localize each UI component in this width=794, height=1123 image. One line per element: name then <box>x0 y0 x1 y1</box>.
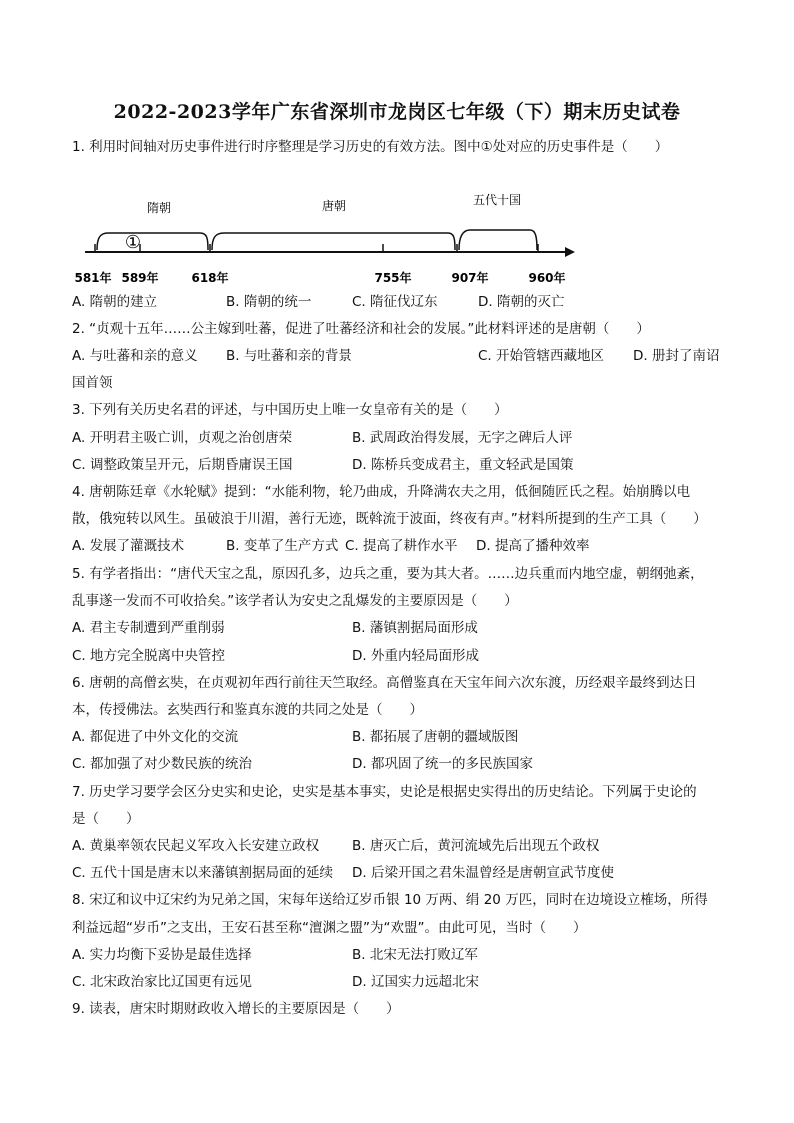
q5-option-d[interactable]: D. 外重内轻局面形成 <box>352 648 479 664</box>
q6-option-c[interactable]: C. 都加强了对少数民族的统治 <box>72 756 253 772</box>
question-7-stem-line1: 7. 历史学习要学会区分史实和史论，史实是基本事实，史论是根据史实得出的历史结论。下列属于史论的 <box>72 784 697 800</box>
timeline-arrow-icon <box>565 247 575 257</box>
q2-option-b[interactable]: B. 与吐蕃和亲的背景 <box>226 348 352 364</box>
exam-title: 2022-2023学年广东省深圳市龙岗区七年级（下）期末历史试卷 <box>113 101 681 123</box>
q1-option-d[interactable]: D. 隋朝的灭亡 <box>478 294 565 310</box>
q5-option-b[interactable]: B. 藩镇割据局面形成 <box>352 620 478 636</box>
question-8-stem-line1: 8. 宋辽和议中辽宋约为兄弟之国，宋每年送给辽岁币银 10 万两、绢 20 万匹，同时在边境设立榷场，所得 <box>72 892 708 908</box>
period-label-tang: 唐朝 <box>321 199 347 213</box>
q2-option-a[interactable]: A. 与吐蕃和亲的意义 <box>72 348 198 364</box>
q4-option-a[interactable]: A. 发展了灌溉技术 <box>72 538 185 554</box>
bracket-sui <box>97 233 208 250</box>
q7-option-a[interactable]: A. 黄巢率领农民起义军攻入长安建立政权 <box>72 838 320 854</box>
tick-label: 907年 <box>451 271 489 285</box>
q6-option-a[interactable]: A. 都促进了中外文化的交流 <box>72 729 239 745</box>
question-3-stem: 3. 下列有关历史名君的评述，与中国历史上唯一女皇帝有关的是（ ） <box>72 402 508 418</box>
q4-option-c[interactable]: C. 提高了耕作水平 <box>345 538 458 554</box>
bracket-five-dynasties <box>459 230 537 250</box>
q4-option-b[interactable]: B. 变革了生产方式 <box>226 538 339 554</box>
question-6-stem-line2: 本，传授佛法。玄奘西行和鉴真东渡的共同之处是（ ） <box>72 702 423 718</box>
q6-option-b[interactable]: B. 都拓展了唐朝的疆域版图 <box>352 729 519 745</box>
tick-label: 589年 <box>121 271 159 285</box>
q7-option-c[interactable]: C. 五代十国是唐末以来藩镇割据局面的延续 <box>72 865 334 881</box>
q3-option-c[interactable]: C. 调整政策呈开元，后期昏庸误王国 <box>72 457 293 473</box>
question-8-stem-line2: 利益远超“岁币”之支出，王安石甚至称“澶渊之盟”为“欢盟”。由此可见，当时（ ） <box>72 920 587 936</box>
question-5-stem-line2: 乱事遂一发而不可收拾矣。”该学者认为安史之乱爆发的主要原因是（ ） <box>72 593 518 609</box>
question-7-stem-line2: 是（ ） <box>72 811 140 827</box>
bracket-tang <box>212 233 455 250</box>
q1-option-c[interactable]: C. 隋征伐辽东 <box>352 294 438 310</box>
q7-option-b[interactable]: B. 唐灭亡后，黄河流域先后出现五个政权 <box>352 838 600 854</box>
q8-option-b[interactable]: B. 北宋无法打败辽军 <box>352 947 478 963</box>
tick-label: 581年 <box>74 271 112 285</box>
q2-option-d[interactable]: D. 册封了南诏 <box>633 348 720 364</box>
q5-option-a[interactable]: A. 君主专制遭到严重削弱 <box>72 620 225 636</box>
q5-option-c[interactable]: C. 地方完全脱离中央管控 <box>72 648 226 664</box>
q6-option-d[interactable]: D. 都巩固了统一的多民族国家 <box>352 756 533 772</box>
question-4-stem-line2: 散，俄宛转以风生。虽破浪于川湄，善行无迹，既斡流于波面，终夜有声。”材料所提到的生产工具（ ） <box>72 511 707 527</box>
q8-option-d[interactable]: D. 辽国实力远超北宋 <box>352 974 479 990</box>
q3-option-b[interactable]: B. 武周政治得发展，无字之碑后人评 <box>352 430 573 446</box>
q4-option-d[interactable]: D. 提高了播种效率 <box>476 538 590 554</box>
period-label-sui: 隋朝 <box>146 201 172 215</box>
question-6-stem-line1: 6. 唐朝的高僧玄奘，在贞观初年西行前往天竺取经。高僧鉴真在天宝年间六次东渡，历经艰辛最终到达日 <box>72 675 697 691</box>
question-5-stem-line1: 5. 有学者指出：“唐代天宝之乱，原因孔多，边兵之重，要为其大者。……边兵重而内地空虚，朝纲弛紊， <box>72 566 704 582</box>
question-4-stem-line1: 4. 唐朝陈廷章《水轮赋》提到：“水能利物，轮乃曲成，升降满农夫之用，低徊随匠氏之程。始崩腾以电 <box>72 484 691 500</box>
q2-option-c[interactable]: C. 开始管辖西藏地区 <box>478 348 605 364</box>
period-label-five-dynasties: 五代十国 <box>472 193 522 207</box>
q1-option-a[interactable]: A. 隋朝的建立 <box>72 294 158 310</box>
q2-option-d-wrap: 国首领 <box>72 375 113 391</box>
q8-option-a[interactable]: A. 实力均衡下妥协是最佳选择 <box>72 947 252 963</box>
question-9-stem: 9. 读表，唐宋时期财政收入增长的主要原因是（ ） <box>72 1001 400 1017</box>
q3-option-a[interactable]: A. 开明君主吸亡训，贞观之治创唐荣 <box>72 430 293 446</box>
tick-label: 755年 <box>374 271 412 285</box>
tick-label: 960年 <box>528 271 566 285</box>
q8-option-c[interactable]: C. 北宋政治家比辽国更有远见 <box>72 974 253 990</box>
q3-option-d[interactable]: D. 陈桥兵变成君主，重文轻武是国策 <box>352 457 574 473</box>
question-1-stem: 1. 利用时间轴对历史事件进行时序整理是学习历史的有效方法。图中①处对应的历史事件是（ ） <box>72 139 669 155</box>
q1-option-b[interactable]: B. 隋朝的统一 <box>226 294 312 310</box>
question-2-stem: 2. “贞观十五年……公主嫁到吐蕃，促进了吐蕃经济和社会的发展。”此材料评述的是唐朝（ ） <box>72 321 650 337</box>
marker-circle-one: ① <box>124 232 142 253</box>
q7-option-d[interactable]: D. 后梁开国之君朱温曾经是唐朝宣武节度使 <box>352 865 614 881</box>
tick-label: 618年 <box>191 271 229 285</box>
timeline-figure <box>0 188 794 298</box>
